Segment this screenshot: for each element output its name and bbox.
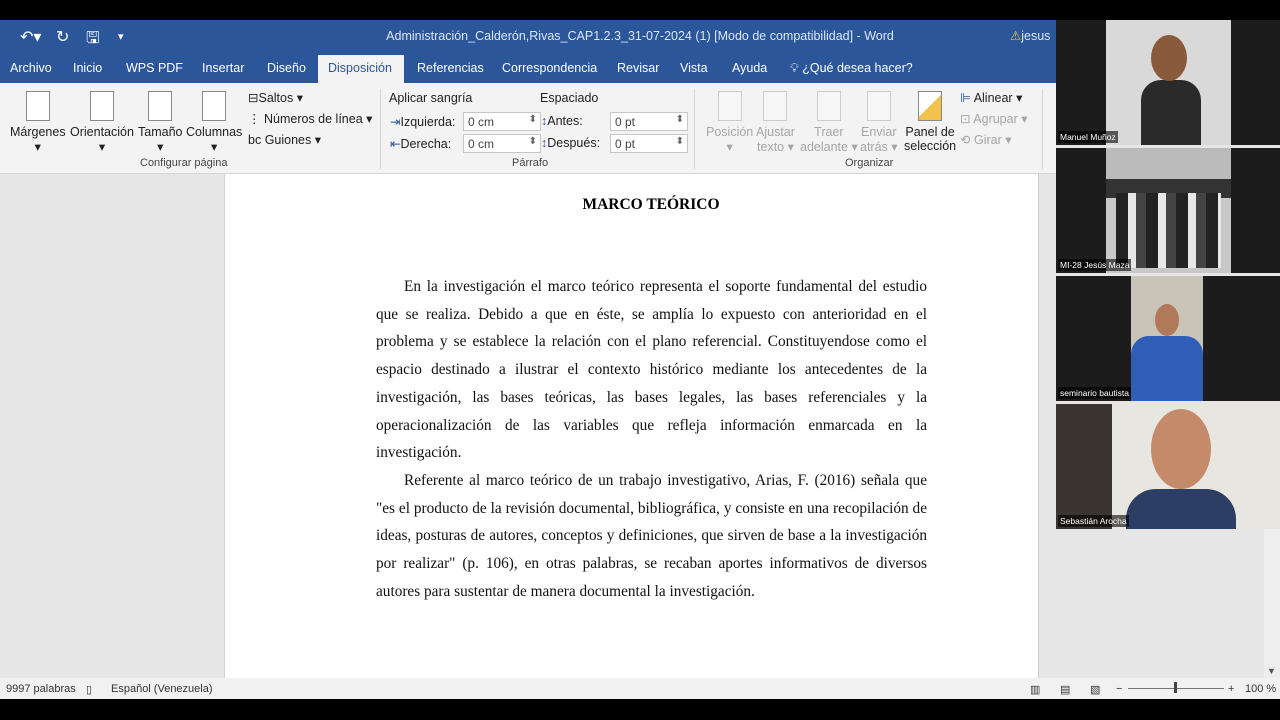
window-title: Administración_Calderón,Rivas_CAP1.2.3_31-07-2024 (1) [Modo de compatibilidad] - Word <box>386 29 894 43</box>
word-count[interactable]: 9997 palabras <box>6 683 76 695</box>
tab-archivo[interactable]: Archivo <box>10 61 52 75</box>
tab-referencias[interactable]: Referencias <box>417 61 484 75</box>
tab-inicio[interactable]: Inicio <box>73 61 103 75</box>
undo-icon[interactable]: ↶▾ <box>20 29 42 46</box>
group-label: Organizar <box>845 157 894 169</box>
position-icon <box>718 91 742 121</box>
breaks-button[interactable]: ⊟Saltos ▾ <box>248 91 303 105</box>
margins-button[interactable]: Márgenes ▾ <box>10 91 66 154</box>
group-label: Párrafo <box>512 157 549 169</box>
bring-forward-button[interactable]: Traer adelante ▾ <box>800 91 858 154</box>
send-backward-button[interactable]: Enviar atrás ▾ <box>860 91 898 154</box>
status-bar <box>0 678 1280 699</box>
line-numbers-button[interactable]: ⋮ Números de línea ▾ <box>248 112 373 126</box>
document-page[interactable] <box>224 174 1039 678</box>
user-account[interactable]: ⚠jesus <box>1010 29 1051 43</box>
video-tile[interactable] <box>1056 20 1280 145</box>
zoom-in-button[interactable]: + <box>1228 683 1235 695</box>
tell-me-search[interactable]: 💡︎ ¿Qué desea hacer? <box>790 61 913 75</box>
paragraph: Referente al marco teórico de un trabajo investigativo, Arias, F. (2016) señala que "es el producto de la revisión documental, bibliográfica, y consiste en una recopilación de ideas, posturas de autores, conceptos y definiciones, que sirven de base a la investigación por realizar" (p. 106), en otras palabras, se recaban aportes informativos de diversos autores para sustentar de manera documental la investigación. <box>376 472 927 600</box>
indent-left-label: ⇥Izquierda: <box>390 115 456 129</box>
breaks-icon: ⊟ <box>248 91 259 105</box>
size-button[interactable]: Tamaño ▾ <box>138 91 182 154</box>
ribbon-tabs <box>0 55 1056 83</box>
group-button[interactable]: ⊡ Agrupar ▾ <box>960 112 1028 126</box>
indent-right-input[interactable]: 0 cm ⬍ <box>463 134 541 153</box>
redo-icon[interactable]: ↻ <box>56 29 70 46</box>
indent-left-input[interactable]: 0 cm ⬍ <box>463 112 541 131</box>
tab-diseno[interactable]: Diseño <box>267 61 306 75</box>
columns-icon <box>202 91 226 121</box>
selection-pane-icon <box>918 91 942 121</box>
paragraph: En la investigación el marco teórico representa el soporte fundamental del estudio que se realiza. Debido a que en éste, se amplía lo expuesto con anterioridad en el problema y se establece la relación con el plano referencial. Constituyendose como el espacio destinado a ilustrar el contexto histórico mediante los antecedentes de la investigación, las bases teóricas, las bases legales, las bases referenciales y la operacionalización de las variables que refleja información enmarcada en la investigación. <box>376 278 927 462</box>
save-icon[interactable]: 🖫 <box>86 30 100 47</box>
divider <box>380 89 381 169</box>
tab-vista[interactable]: Vista <box>680 61 708 75</box>
document-heading: MARCO TEÓRICO <box>582 196 720 213</box>
video-tile[interactable] <box>1056 148 1280 273</box>
tab-ayuda[interactable]: Ayuda <box>732 61 768 75</box>
group-label: Configurar página <box>140 157 228 169</box>
title-bar <box>0 20 1056 55</box>
participant-name: MI-28 Jesús Maza <box>1060 260 1130 270</box>
hyphenation-icon: bc <box>248 133 262 147</box>
tab-disposicion[interactable]: Disposición <box>318 55 404 83</box>
tab-insertar[interactable]: Insertar <box>202 61 245 75</box>
participant-name: Manuel Muñoz <box>1060 132 1116 142</box>
spacing-before-input[interactable]: 0 pt ⬍ <box>610 112 688 131</box>
indent-left-icon: ⇥ <box>390 115 401 129</box>
size-icon <box>148 91 172 121</box>
zoom-slider-thumb[interactable] <box>1174 682 1177 693</box>
document-area[interactable] <box>0 174 1040 678</box>
zoom-level[interactable]: 100 % <box>1245 683 1277 695</box>
line-numbers-icon: ⋮ <box>248 112 261 126</box>
rotate-button[interactable]: ⟲ Girar ▾ <box>960 133 1012 147</box>
selection-pane-button[interactable]: Panel de selección <box>904 91 956 153</box>
spacing-before-icon: ↕ <box>541 114 548 128</box>
spacing-after-label: ↕Después: <box>541 136 601 150</box>
send-backward-icon <box>867 91 891 121</box>
columns-button[interactable]: Columnas ▾ <box>186 91 242 154</box>
customize-quick-access-icon[interactable]: ▾ <box>118 31 124 43</box>
participant-name: seminario bautista <box>1060 388 1129 398</box>
vertical-scrollbar[interactable] <box>1040 174 1056 678</box>
tab-revisar[interactable]: Revisar <box>617 61 660 75</box>
scroll-down-icon[interactable]: ▼ <box>1267 666 1276 676</box>
tab-wps-pdf[interactable]: WPS PDF <box>126 61 183 75</box>
warning-icon: ⚠ <box>1010 29 1022 43</box>
zoom-out-button[interactable]: − <box>1116 683 1123 695</box>
print-layout-icon[interactable]: ▤ <box>1060 684 1071 696</box>
group-icon: ⊡ <box>960 112 971 126</box>
lightbulb-icon: 💡︎ <box>790 61 803 75</box>
align-icon: ⊫ <box>960 91 971 105</box>
tab-correspondencia[interactable]: Correspondencia <box>502 61 598 75</box>
ribbon <box>0 83 1056 174</box>
spacing-before-label: ↕Antes: <box>541 114 583 128</box>
language[interactable]: Español (Venezuela) <box>111 683 213 695</box>
web-layout-icon[interactable]: ▧ <box>1090 684 1101 696</box>
rotate-icon: ⟲ <box>960 133 971 147</box>
indent-right-icon: ⇤ <box>390 137 401 151</box>
panel-scrollbar[interactable] <box>1264 529 1280 678</box>
position-button[interactable]: Posición ▾ <box>706 91 753 154</box>
spacing-after-icon: ↕ <box>541 136 548 150</box>
wrap-text-button[interactable]: Ajustar texto ▾ <box>756 91 795 154</box>
divider <box>694 89 695 169</box>
orientation-button[interactable]: Orientación ▾ <box>70 91 134 154</box>
read-mode-icon[interactable]: ▥ <box>1030 684 1041 696</box>
margins-icon <box>26 91 50 121</box>
orientation-icon <box>90 91 114 121</box>
align-button[interactable]: ⊫ Alinear ▾ <box>960 91 1023 105</box>
video-tile[interactable] <box>1056 404 1280 529</box>
bring-forward-icon <box>817 91 841 121</box>
participant-name: Sebastián Arocha <box>1060 516 1127 526</box>
spacing-heading: Espaciado <box>540 91 599 105</box>
hyphenation-button[interactable]: bc Guiones ▾ <box>248 133 321 147</box>
wrap-text-icon <box>763 91 787 121</box>
indent-heading: Aplicar sangría <box>389 91 473 105</box>
divider <box>1042 89 1043 169</box>
indent-right-label: ⇤Derecha: <box>390 137 452 151</box>
video-tile[interactable] <box>1056 276 1280 401</box>
proofing-icon[interactable]: ▯ <box>86 684 93 696</box>
spacing-after-input[interactable]: 0 pt ⬍ <box>610 134 688 153</box>
